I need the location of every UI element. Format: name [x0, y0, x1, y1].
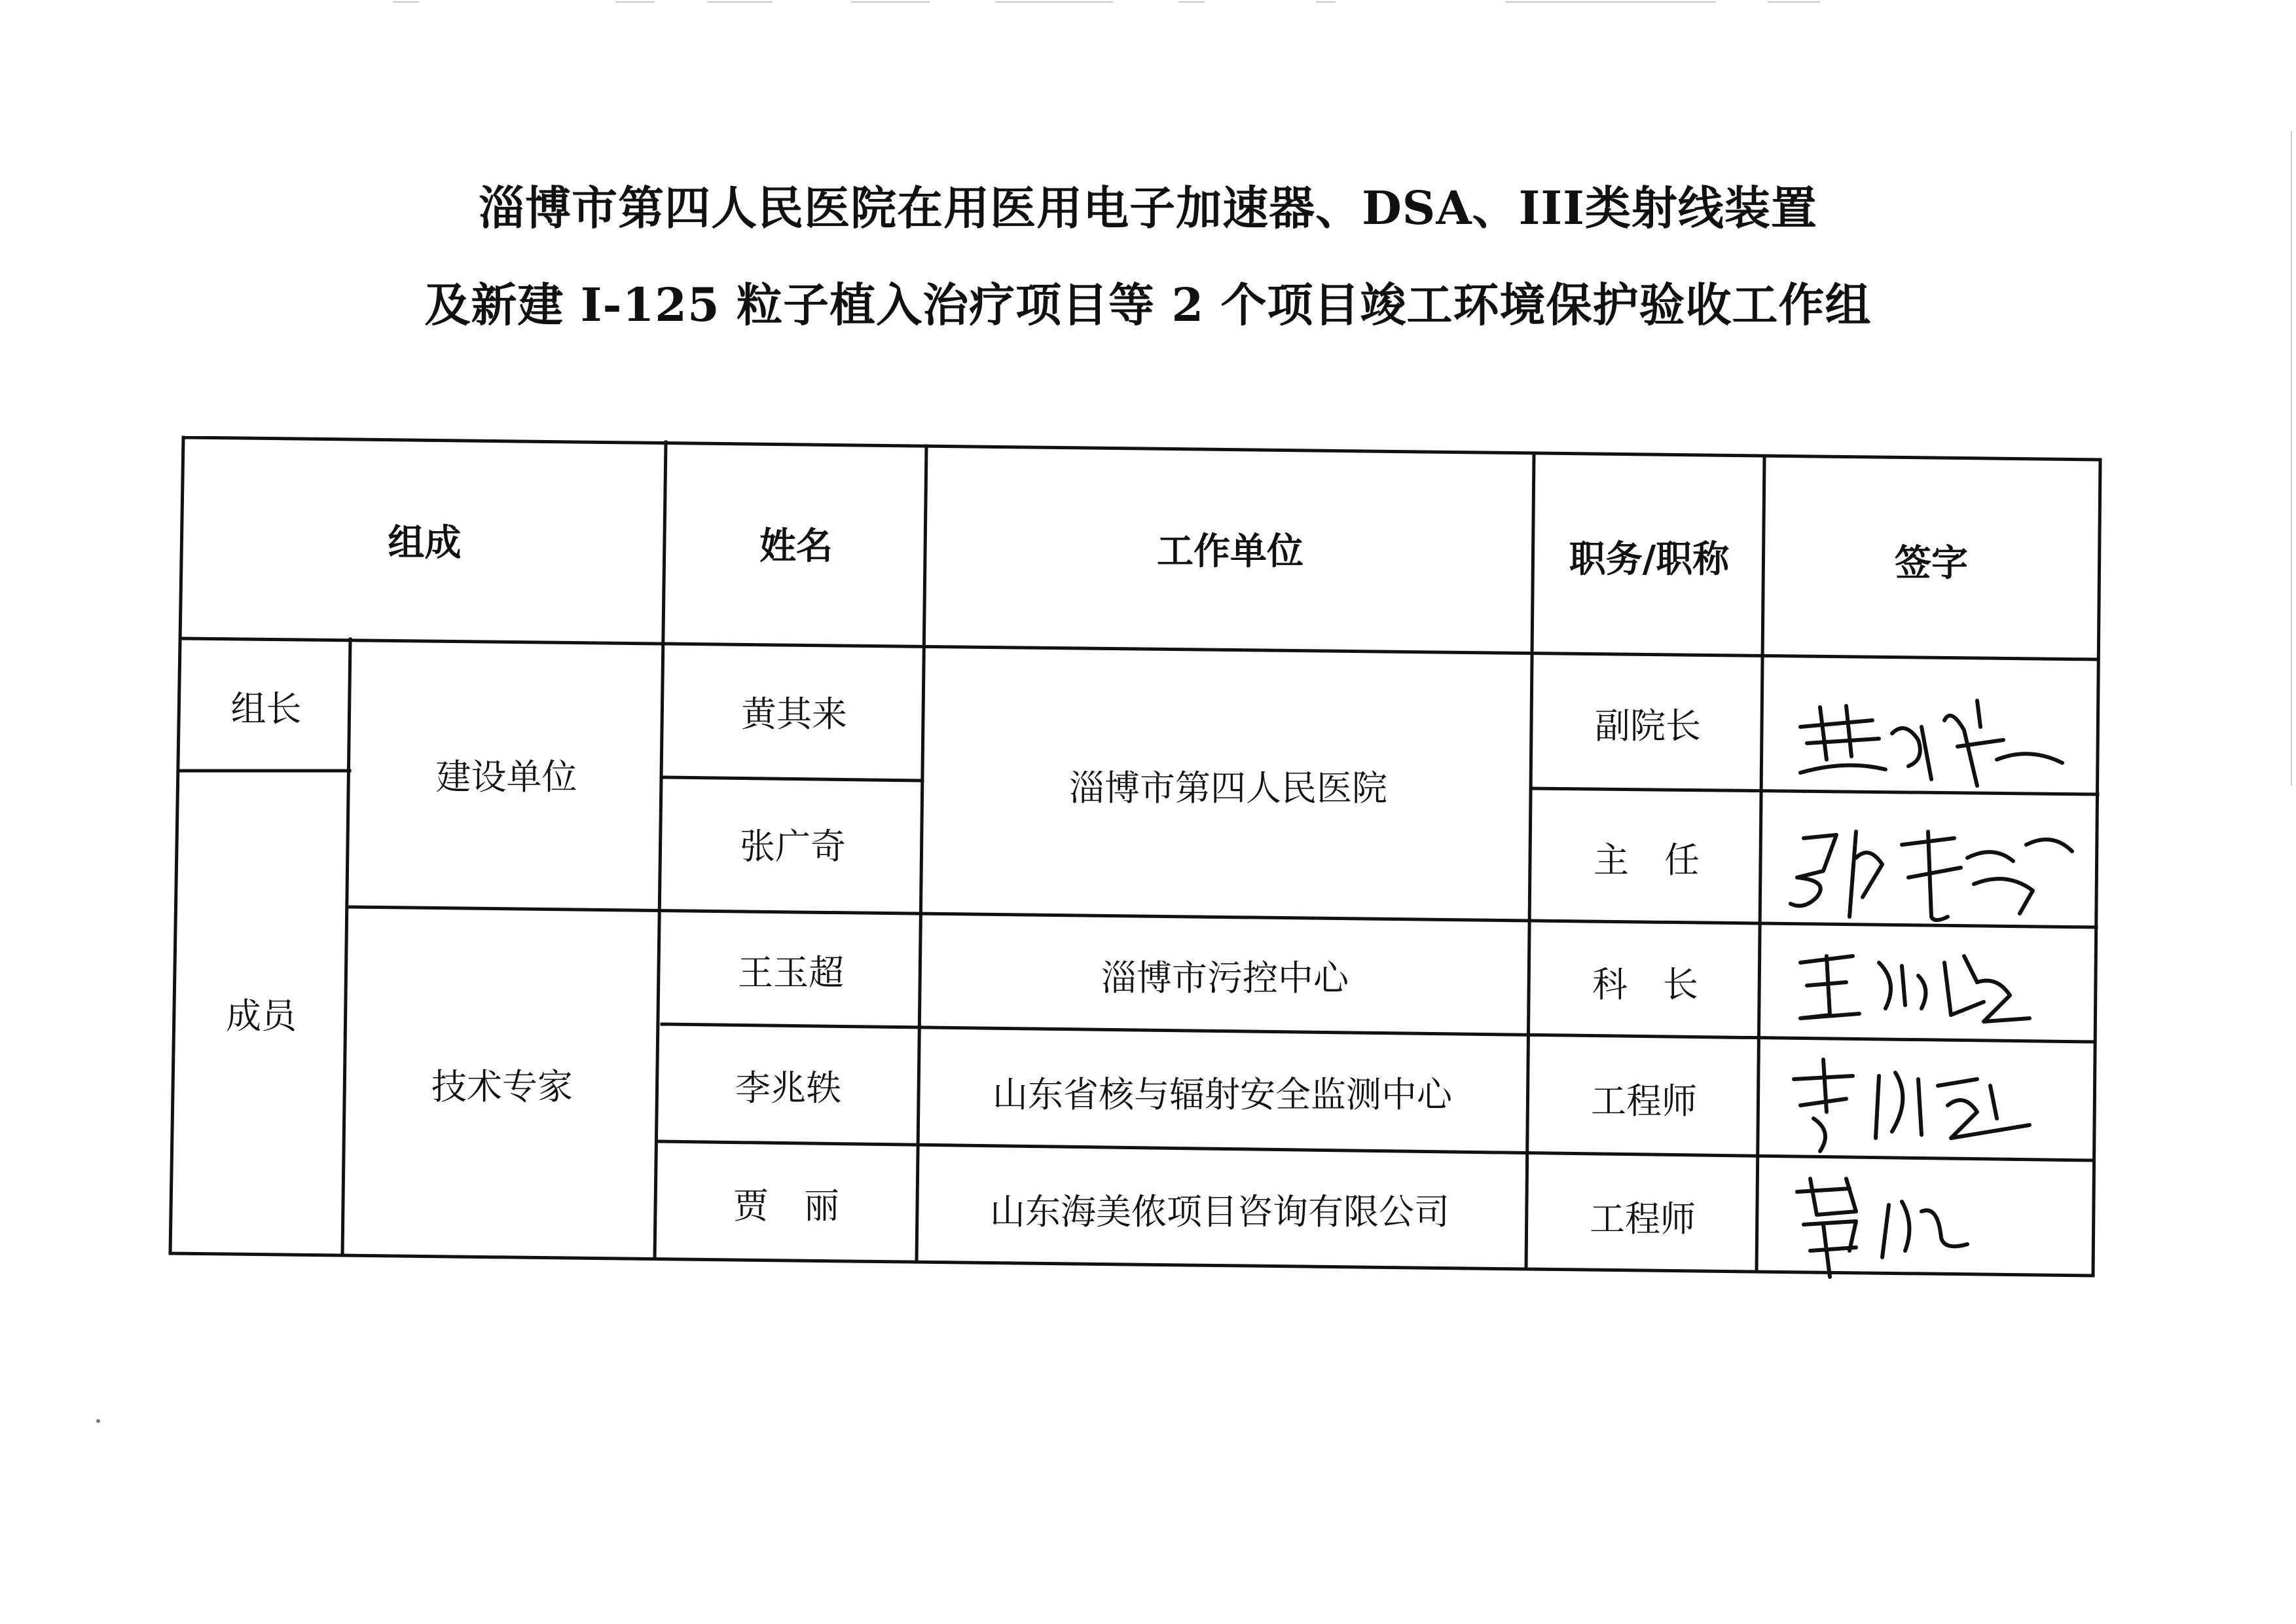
signature-li-zhaoyi: [1781, 1046, 2043, 1158]
header-composition: 组成: [388, 521, 462, 564]
position-cell: 主 任: [1594, 840, 1700, 881]
position-cell: 工程师: [1591, 1080, 1697, 1122]
name-cell: 王玉超: [738, 951, 844, 993]
position-cell: 副院长: [1595, 705, 1701, 747]
signature-huang-qilai: [1781, 681, 2075, 799]
role-leader: 组长: [230, 688, 302, 729]
header-workplace: 工作单位: [1157, 530, 1303, 573]
name-cell: 黄其来: [741, 693, 847, 735]
workplace-cell: 淄博市第四人民医院: [1069, 767, 1387, 809]
header-name: 姓名: [759, 525, 833, 568]
signature-jia-li: [1784, 1166, 1980, 1277]
document-title-line-1: 淄博市第四人民医院在用医用电子加速器、DSA、III类射线装置: [479, 181, 1817, 235]
group-experts: 技术专家: [431, 1065, 573, 1107]
name-cell: 李兆轶: [735, 1067, 841, 1109]
group-builder: 建设单位: [435, 756, 577, 798]
name-cell: 贾 丽: [733, 1185, 839, 1227]
name-cell: 张广奇: [740, 826, 846, 867]
position-cell: 工程师: [1590, 1198, 1696, 1240]
header-position: 职务/职称: [1569, 538, 1730, 581]
workplace-cell: 山东海美侬项目咨询有限公司: [990, 1190, 1449, 1232]
document-title-line-2: 及新建 I-125 粒子植入治疗项目等 2 个项目竣工环境保护验收工作组: [424, 278, 1872, 332]
role-members: 成员: [226, 995, 297, 1037]
header-signature: 签字: [1895, 542, 1968, 585]
workplace-cell: 淄博市污控中心: [1101, 957, 1349, 999]
signature-zhang-guangqi: [1777, 805, 2085, 930]
position-cell: 科 长: [1592, 963, 1698, 1005]
signature-wang-yuchao: [1787, 936, 2043, 1035]
workplace-cell: 山东省核与辐射安全监测中心: [993, 1073, 1452, 1115]
